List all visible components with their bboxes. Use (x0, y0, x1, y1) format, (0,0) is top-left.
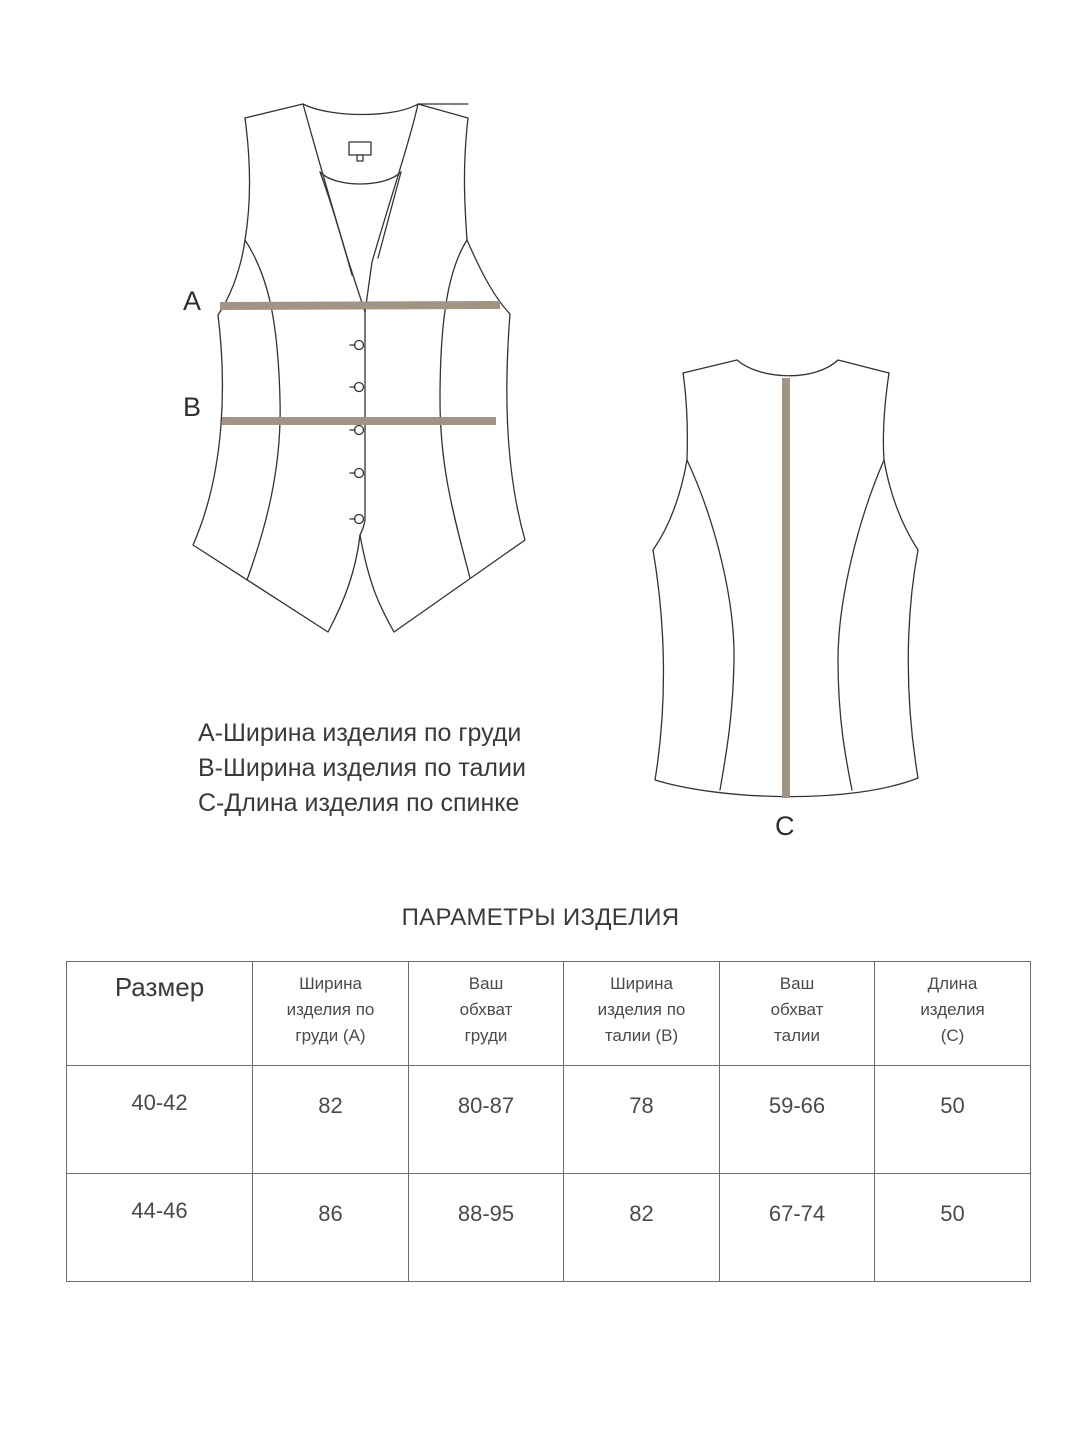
header-size-text: Размер (114, 972, 205, 1002)
header-line: изделия по (286, 1000, 375, 1019)
header-your-chest (409, 962, 564, 1066)
cell-your-chest: 80-87 (409, 1066, 564, 1174)
cell-length: 50 (875, 1066, 1031, 1174)
cell-chest-width: 82 (253, 1066, 409, 1174)
header-line: Ваш (779, 974, 815, 993)
cell-your-waist: 59-66 (720, 1066, 875, 1174)
cell-length: 50 (875, 1174, 1031, 1282)
header-line: (C) (940, 1026, 965, 1045)
header-line: Ваш (468, 974, 504, 993)
header-line: талии (774, 1026, 820, 1045)
header-line: Ширина (610, 974, 673, 993)
label-a: A (183, 286, 202, 316)
measurement-legend (198, 716, 526, 821)
table-row (67, 1066, 1031, 1174)
table-title: ПАРАМЕТРЫ ИЗДЕЛИЯ (401, 904, 680, 931)
cell-size: 40-42 (67, 1066, 253, 1174)
cell-waist-width: 78 (564, 1066, 720, 1174)
table-row (67, 1174, 1031, 1282)
header-line: талии (B) (604, 1026, 679, 1045)
table-header-row (67, 962, 1031, 1066)
header-size (67, 962, 253, 1066)
cell-your-chest: 88-95 (409, 1174, 564, 1282)
label-c: C (775, 811, 795, 841)
cell-size: 44-46 (67, 1174, 253, 1282)
size-table (66, 961, 1031, 1282)
header-your-waist (720, 962, 875, 1066)
legend-item-c: C-Длина изделия по спинке (198, 789, 520, 817)
header-line: груди (A) (295, 1026, 366, 1045)
legend-item-a: A-Ширина изделия по груди (198, 719, 522, 747)
measure-line-a (220, 305, 500, 306)
header-line: изделия (920, 1000, 985, 1019)
header-length (875, 962, 1031, 1066)
front-vest-outline (193, 104, 525, 632)
header-line: Ширина (299, 974, 362, 993)
header-waist-width (564, 962, 720, 1066)
header-line: обхват (770, 1000, 824, 1019)
label-b: B (183, 392, 202, 422)
header-line: Длина (927, 974, 978, 993)
header-line: груди (464, 1026, 508, 1045)
header-line: изделия по (597, 1000, 686, 1019)
header-chest-width (253, 962, 409, 1066)
header-line: обхват (459, 1000, 513, 1019)
cell-waist-width: 82 (564, 1174, 720, 1282)
cell-your-waist: 67-74 (720, 1174, 875, 1282)
cell-chest-width: 86 (253, 1174, 409, 1282)
legend-item-b: B-Ширина изделия по талии (198, 754, 526, 782)
